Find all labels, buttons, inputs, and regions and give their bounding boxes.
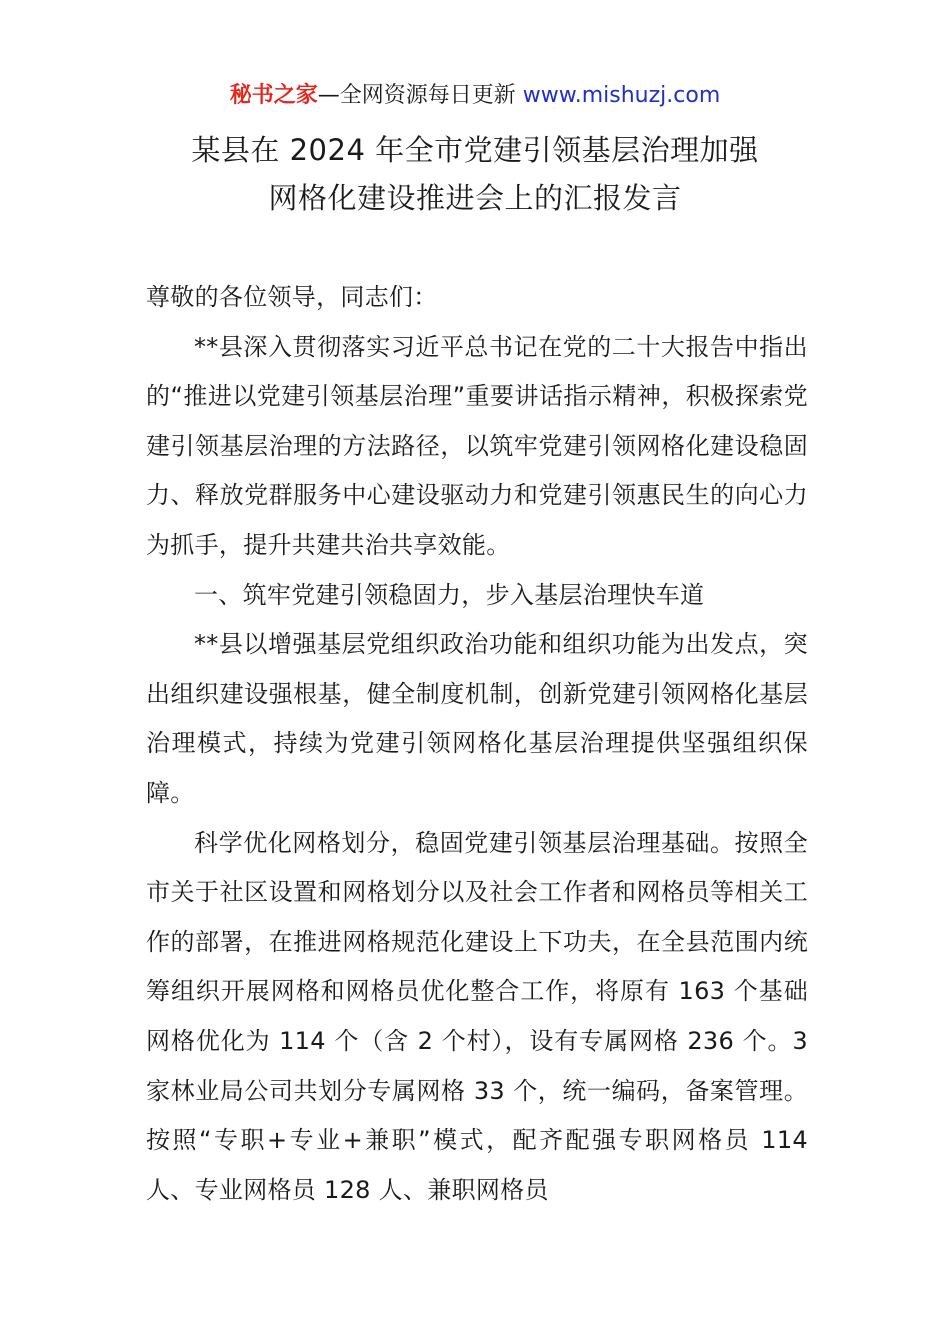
paragraph-intro: **县深入贯彻落实习近平总书记在党的二十大报告中指出的“推进以党建引领基层治理”重要讲话指示精神，积极探索党建引领基层治理的方法路径，以筑牢党建引领网格化建设稳固力、释放党群服务中心建设驱动力和党建引领惠民生的向心力为抓手，提升共建共治共享效能。: [146, 332, 808, 559]
site-tagline: —全网资源每日更新: [317, 83, 523, 108]
title-line-2: 网格化建设推进会上的汇报发言: [268, 181, 682, 215]
site-header: [0, 80, 950, 112]
document-body: [146, 273, 808, 1215]
section-heading-1: 一、筑牢党建引领稳固力，步入基层治理快车道: [194, 580, 705, 609]
paragraph-grid-optimization: 科学优化网格划分，稳固党建引领基层治理基础。按照全市关于社区设置和网格划分以及社会工作者和网格员等相关工作的部署，在推进网格规范化建设上下功夫，在全县范围内统筹组织开展网格和网格员优化整合工作，将原有 163 个基础网格优化为 114 个（含 2 个村），设有专属网格 236 个。3 家林业局公司共划分专属网格 33 个，统一编码，备案管理。按照“专职+专业+兼职”模式，配齐配强专职网格员 114 人、专业网格员 128 人、兼职网格员: [146, 828, 808, 1204]
title-line-1: 某县在 2024 年全市党建引领基层治理加强: [191, 133, 759, 167]
paragraph-section-1: **县以增强基层党组织政治功能和组织功能为出发点，突出组织建设强根基，健全制度机制，创新党建引领网格化基层治理模式，持续为党建引领网格化基层治理提供坚强组织保障。: [146, 630, 808, 807]
document-title: [0, 126, 950, 222]
site-url[interactable]: www.mishuzj.com: [522, 83, 721, 108]
site-brand: 秘书之家: [229, 83, 318, 108]
salutation: 尊敬的各位领导，同志们：: [146, 283, 438, 311]
